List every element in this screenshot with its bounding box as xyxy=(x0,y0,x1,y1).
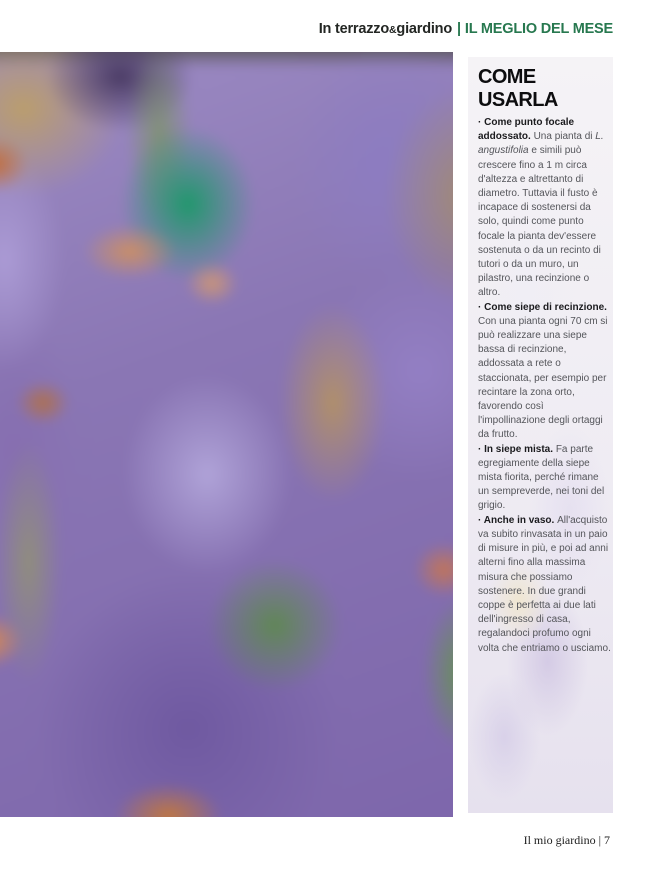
paragraph-run-lead: · Come siepe di recinzione. xyxy=(478,301,607,313)
sidebar-paragraph xyxy=(478,443,611,514)
paragraph-run-italic: L. angustifolia xyxy=(478,131,604,157)
paragraph-run-normal: e simili può crescere fino a 1 m circa d'altezza e altrettanto di diametro. Tuttavia il fusto è incapace di sostenersi da solo, quindi come punto focale la pianta dev'essere sostenuta o da un recinto di tutori o da un muro, un pilastro, una recinzione o altro. xyxy=(478,145,601,299)
paragraph-run-normal: Con una pianta ogni 70 cm si può realizzare una siepe bassa di recinzione, addossata a rete o staccionata, per esempio per recintare la zona orto, favorendo così l'impollinazione degli ortaggi da frutto. xyxy=(478,315,608,441)
sidebar-paragraph xyxy=(478,301,611,443)
paragraph-run-normal: All'acquisto va subito rinvasata in un paio di misure in più, e poi ad anni alterni fino alla massima misura che possiamo sostenere. In due grandi coppe è perfetta ai due lati dell'ingresso di casa, regalandoci profumo ogni volta che entriamo o usciamo. xyxy=(478,514,611,654)
magazine-name: Il mio giardino xyxy=(523,833,596,847)
footer-separator: | xyxy=(598,833,601,847)
paragraph-run-normal: Fa parte egregiamente della siepe mista fiorita, perché rimane un sempreverde, nei toni del grigio. xyxy=(478,443,605,512)
lavender-photo xyxy=(0,52,453,817)
brand-ampersand: & xyxy=(389,24,397,36)
lavender-photo-paint xyxy=(0,52,453,817)
paragraph-run-lead: · In siepe mista. xyxy=(478,443,556,455)
page-number: 7 xyxy=(604,833,610,847)
magazine-section-brand xyxy=(319,21,452,37)
sidebar-paragraphs xyxy=(478,116,611,656)
box-title: COME USARLA xyxy=(478,66,558,111)
come-usarla-box xyxy=(468,57,613,813)
sidebar-paragraph xyxy=(478,116,611,301)
header-separator: | xyxy=(457,21,461,37)
brand-prefix: In terrazzo xyxy=(318,21,390,37)
page-header xyxy=(319,21,613,37)
paragraph-run-lead: · Anche in vaso. xyxy=(478,514,558,526)
section-title: IL MEGLIO DEL MESE xyxy=(464,21,613,37)
sidebar-paragraph xyxy=(478,514,611,656)
page-footer xyxy=(524,833,610,848)
paragraph-run-lead: · Come punto focale addossato. xyxy=(478,117,575,143)
paragraph-run-normal: Una pianta di xyxy=(533,131,596,143)
brand-suffix: giardino xyxy=(396,21,452,37)
